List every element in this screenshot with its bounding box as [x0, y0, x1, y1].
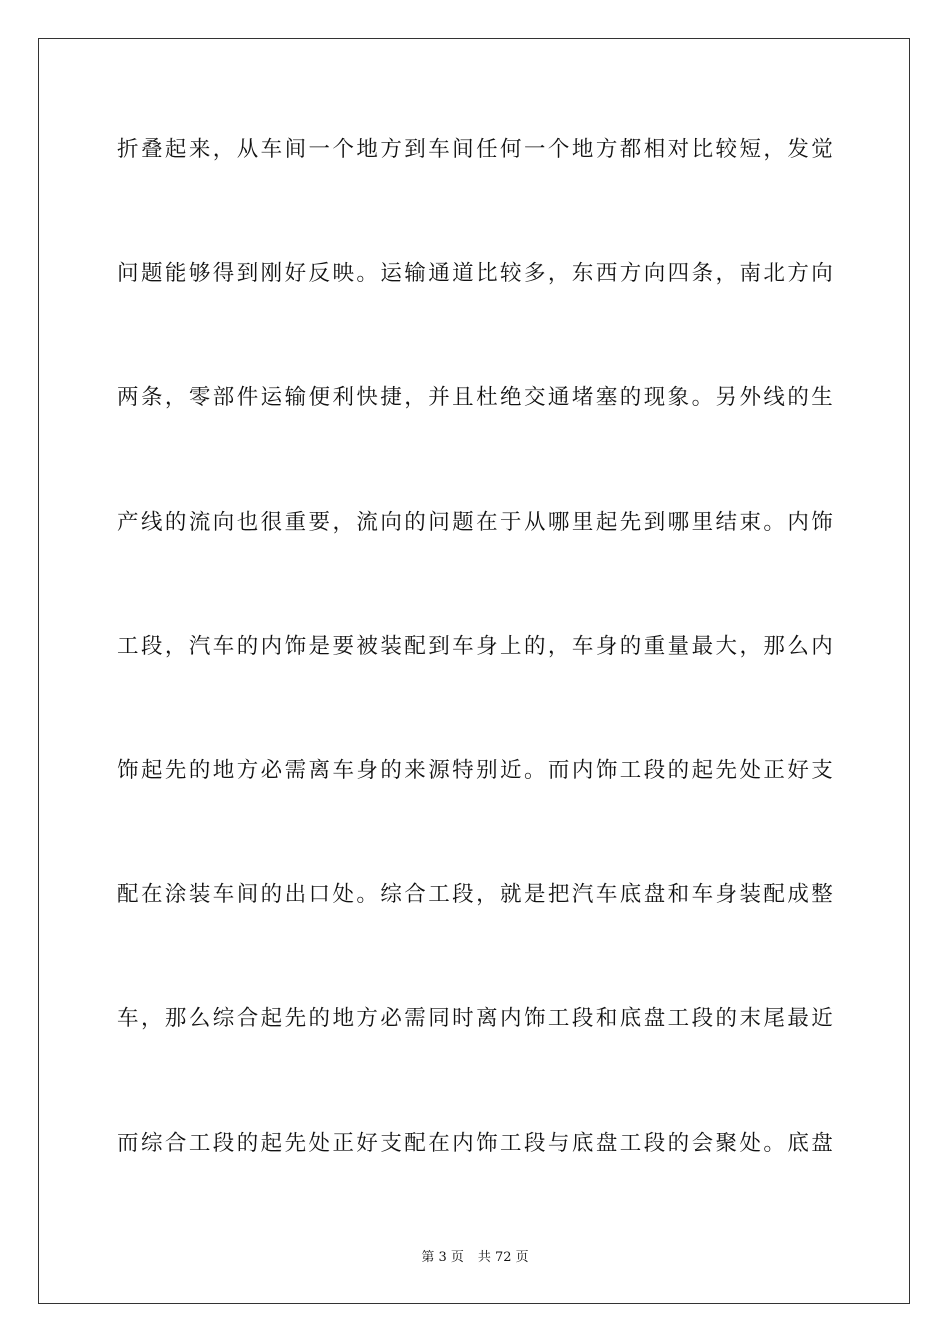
text-line: 两条，零部件运输便利快捷，并且杜绝交通堵塞的现象。另外线的生	[117, 385, 833, 410]
text-line: 车，那么综合起先的地方必需同时离内饰工段和底盘工段的末尾最近	[117, 1006, 833, 1031]
text-line: 而综合工段的起先处正好支配在内饰工段与底盘工段的会聚处。底盘	[117, 1131, 833, 1156]
page-number: 第 3 页	[421, 1250, 464, 1265]
page-border	[38, 38, 910, 1304]
page-total: 共 72 页	[477, 1250, 529, 1265]
text-line: 工段，汽车的内饰是要被装配到车身上的，车身的重量最大，那么内	[117, 634, 833, 659]
page-footer	[0, 1249, 950, 1267]
text-line: 折叠起来，从车间一个地方到车间任何一个地方都相对比较短，发觉	[117, 137, 833, 162]
text-line: 配在涂装车间的出口处。综合工段，就是把汽车底盘和车身装配成整	[117, 882, 833, 907]
text-line: 产线的流向也很重要，流向的问题在于从哪里起先到哪里结束。内饰	[117, 510, 833, 535]
text-line: 问题能够得到刚好反映。运输通道比较多，东西方向四条，南北方向	[117, 261, 833, 286]
text-line: 饰起先的地方必需离车身的来源特别近。而内饰工段的起先处正好支	[117, 758, 833, 783]
